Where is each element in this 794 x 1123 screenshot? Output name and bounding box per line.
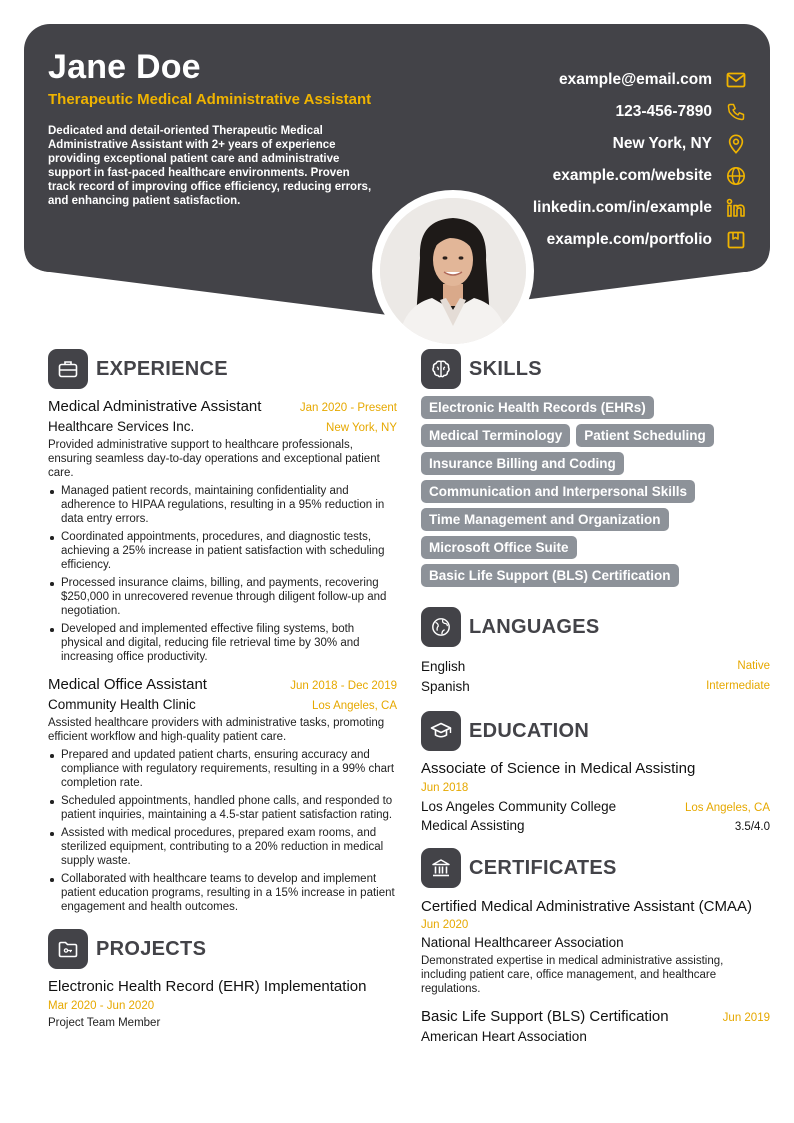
- job-company: Healthcare Services Inc.: [48, 419, 195, 434]
- job-bullet: Scheduled appointments, handled phone calls, and responded to patient inquiries, maintaining a 4.5-star patient satisfaction rating.: [48, 794, 397, 822]
- education-title: EDUCATION: [469, 719, 590, 742]
- left-column: [48, 348, 397, 1030]
- bookmark-icon: [726, 230, 746, 250]
- certificate-dates: Jun 2020: [421, 919, 469, 931]
- map-pin-icon: [726, 134, 746, 154]
- candidate-title: Therapeutic Medical Administrative Assistant: [48, 91, 372, 108]
- certificate-description: Demonstrated expertise in medical administrative assisting, including patient care, office management, and healthcare regulations.: [421, 955, 724, 995]
- certificate-issuer: American Heart Association: [421, 1029, 587, 1044]
- education-field: Medical Assisting: [421, 818, 525, 833]
- right-column: [421, 348, 770, 1044]
- job-bullet: Managed patient records, maintaining confidentiality and adherence to HIPAA regulations, resulting in a 95% reduction in data entry errors.: [48, 484, 397, 526]
- skills-heading: [421, 348, 770, 390]
- job-description: Provided administrative support to healthcare professionals, ensuring seamless day-to-day operations and exceptional patient care.: [48, 439, 380, 479]
- project-role: Project Team Member: [48, 1017, 161, 1029]
- phone-icon: [726, 102, 746, 122]
- education-entry: [421, 760, 770, 833]
- job-location: New York, NY: [326, 422, 397, 434]
- education-heading: [421, 710, 770, 752]
- skill-chip: Insurance Billing and Coding: [421, 452, 624, 475]
- job-bullet: Coordinated appointments, procedures, and diagnostic tests, achieving a 25% increase in patient satisfaction with scheduling efficiency.: [48, 530, 397, 572]
- contact-website[interactable]: [470, 160, 770, 192]
- brain-icon: [421, 349, 461, 389]
- language-row: [421, 656, 770, 676]
- certificate-title: Certified Medical Administrative Assistant (CMAA): [421, 898, 752, 915]
- language-row: [421, 676, 770, 696]
- skill-chip: Communication and Interpersonal Skills: [421, 480, 695, 503]
- experience-title: EXPERIENCE: [96, 357, 228, 380]
- certificate-dates: Jun 2019: [722, 1012, 770, 1024]
- job-location: Los Angeles, CA: [311, 700, 397, 712]
- skill-chip: Basic Life Support (BLS) Certification: [421, 564, 679, 587]
- language-name: Spanish: [421, 678, 470, 694]
- projects-title: PROJECTS: [96, 937, 207, 960]
- envelope-icon: [726, 70, 746, 90]
- skill-chip: Medical Terminology: [421, 424, 570, 447]
- contact-website-text[interactable]: example.com/website: [552, 167, 712, 184]
- skills-title: SKILLS: [469, 357, 542, 380]
- profile-photo-frame: [372, 190, 534, 352]
- project-dates: Mar 2020 - Jun 2020: [48, 1000, 155, 1012]
- education-gpa: 3.5/4.0: [734, 821, 770, 833]
- job-bullet: Assisted with medical procedures, prepared exam rooms, and sterilized equipment, contributing to a 20% reduction in medical supply waste.: [48, 826, 397, 868]
- language-name: English: [421, 658, 466, 674]
- skill-chip: Time Management and Organization: [421, 508, 669, 531]
- skill-chip: Microsoft Office Suite: [421, 536, 577, 559]
- certificates-title: CERTIFICATES: [469, 856, 617, 879]
- contact-email-text[interactable]: example@email.com: [559, 71, 712, 88]
- institution-icon: [421, 848, 461, 888]
- skills-list: [421, 396, 770, 592]
- education-degree: Associate of Science in Medical Assisting: [421, 760, 696, 777]
- education-school: Los Angeles Community College: [421, 799, 617, 814]
- languages-heading: [421, 606, 770, 648]
- certificate-entry: [421, 1008, 770, 1044]
- job-bullets: [48, 484, 397, 664]
- job-role: Medical Office Assistant: [48, 676, 207, 693]
- candidate-name: Jane Doe: [48, 48, 201, 86]
- contact-phone[interactable]: [470, 96, 770, 128]
- skill-chip: Patient Scheduling: [576, 424, 714, 447]
- certificate-title: Basic Life Support (BLS) Certification: [421, 1008, 669, 1025]
- experience-heading: [48, 348, 397, 390]
- job-company: Community Health Clinic: [48, 697, 196, 712]
- project-title: Electronic Health Record (EHR) Implementation: [48, 978, 367, 995]
- language-level: Native: [737, 660, 770, 672]
- folder-icon: [48, 929, 88, 969]
- skill-chip: Electronic Health Records (EHRs): [421, 396, 654, 419]
- job-bullet: Prepared and updated patient charts, ensuring accuracy and compliance with regulatory requirements, resulting in a 99% chart completion rate.: [48, 748, 397, 790]
- projects-heading: [48, 928, 397, 970]
- contact-portfolio-text[interactable]: example.com/portfolio: [546, 231, 712, 248]
- education-location: Los Angeles, CA: [684, 802, 770, 814]
- experience-entry: [48, 676, 397, 914]
- profile-photo: [380, 198, 526, 344]
- contact-location-text: New York, NY: [612, 135, 712, 152]
- linkedin-icon: [726, 198, 746, 218]
- job-dates: Jun 2018 - Dec 2019: [290, 680, 397, 692]
- language-level: Intermediate: [706, 680, 770, 692]
- certificate-entry: [421, 897, 770, 996]
- job-role: Medical Administrative Assistant: [48, 398, 262, 415]
- job-dates: Jan 2020 - Present: [299, 402, 397, 414]
- contact-phone-text[interactable]: 123-456-7890: [615, 103, 712, 120]
- certificates-heading: [421, 847, 770, 889]
- summary-text: Dedicated and detail-oriented Therapeutic Medical Administrative Assistant with 2+ years of experience providing exceptional patient care and administrative support in fast-paced healthcare environments. Proven track record of improving office efficiency, reducing errors, and enhancing patient satisfaction.: [48, 125, 372, 207]
- certificate-issuer: National Healthcareer Association: [421, 935, 624, 950]
- languages-list: [421, 656, 770, 696]
- education-dates: Jun 2018: [421, 782, 469, 794]
- graduation-cap-icon: [421, 711, 461, 751]
- experience-entry: [48, 398, 397, 664]
- languages-title: LANGUAGES: [469, 615, 600, 638]
- contact-linkedin-text[interactable]: linkedin.com/in/example: [532, 199, 712, 216]
- project-entry: [48, 978, 397, 1030]
- contact-location: [470, 128, 770, 160]
- job-bullet: Developed and implemented effective filing systems, both physical and digital, reducing file retrieval time by 30% and increasing office productivity.: [48, 622, 397, 664]
- job-description: Assisted healthcare providers with administrative tasks, promoting efficient workflow and high-quality patient care.: [48, 717, 385, 743]
- job-bullets: [48, 748, 397, 914]
- contact-email[interactable]: [470, 64, 770, 96]
- translate-globe-icon: [421, 607, 461, 647]
- job-bullet: Collaborated with healthcare teams to develop and implement patient education programs, resulting in a 15% increase in patient engagement and health outcomes.: [48, 872, 397, 914]
- job-bullet: Processed insurance claims, billing, and payments, recovering $250,000 in unrecovered revenue through diligent follow-up and negotiation.: [48, 576, 397, 618]
- globe-icon: [726, 166, 746, 186]
- briefcase-icon: [48, 349, 88, 389]
